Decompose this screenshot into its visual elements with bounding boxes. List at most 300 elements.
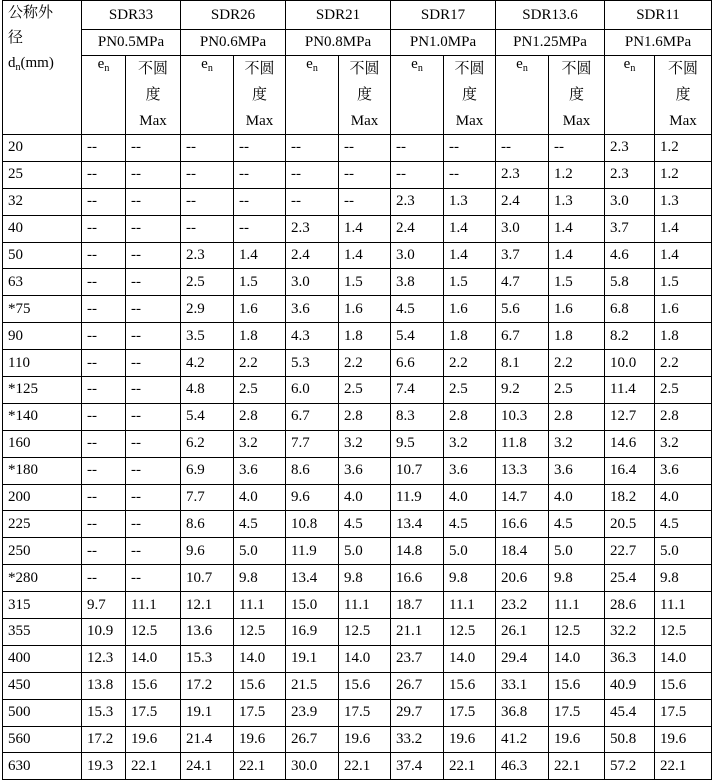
wall-thickness-cell: 3.7	[605, 215, 655, 242]
wall-thickness-cell: 4.6	[605, 242, 655, 269]
ovality-cell: 12.5	[339, 619, 391, 646]
wall-thickness-cell: --	[82, 538, 126, 565]
ovality-cell: 1.4	[549, 242, 605, 269]
en-sub: n	[630, 63, 636, 74]
wall-thickness-cell: 6.6	[391, 350, 444, 377]
tol-line3: Max	[455, 113, 484, 129]
nominal-diameter-cell: 450	[3, 672, 82, 699]
tol-line3: Max	[245, 113, 274, 129]
pipe-dimension-table	[2, 0, 712, 780]
ovality-cell: 17.5	[126, 699, 181, 726]
wall-thickness-cell: --	[82, 296, 126, 323]
nominal-diameter-cell: 630	[3, 753, 82, 780]
table-row	[3, 565, 712, 592]
wall-thickness-cell: 10.0	[605, 350, 655, 377]
ovality-cell: 1.4	[549, 215, 605, 242]
nominal-diameter-cell: 63	[3, 269, 82, 296]
nominal-diameter-cell: 355	[3, 619, 82, 646]
wall-thickness-cell: 20.6	[496, 565, 549, 592]
wall-thickness-cell: 4.2	[181, 350, 234, 377]
wall-thickness-cell: --	[82, 188, 126, 215]
ovality-cell: 19.6	[339, 726, 391, 753]
ovality-cell: --	[126, 403, 181, 430]
wall-thickness-cell: 4.3	[286, 323, 339, 350]
wall-thickness-cell: 23.7	[391, 645, 444, 672]
wall-thickness-cell: 11.9	[286, 538, 339, 565]
ovality-cell: --	[126, 215, 181, 242]
ovality-cell: --	[126, 538, 181, 565]
ovality-header-0	[126, 56, 181, 135]
header-row-pn	[3, 30, 712, 56]
ovality-cell: --	[126, 565, 181, 592]
wall-thickness-cell: 16.4	[605, 457, 655, 484]
wall-thickness-cell: 3.8	[391, 269, 444, 296]
ovality-cell: 1.2	[655, 161, 712, 188]
wall-thickness-cell: 16.6	[496, 511, 549, 538]
wall-thickness-cell: 10.3	[496, 403, 549, 430]
sdr-header-0: SDR33	[82, 1, 181, 30]
ovality-cell: 3.6	[655, 457, 712, 484]
en-sub: n	[104, 63, 110, 74]
ovality-cell: --	[126, 511, 181, 538]
dn-label-symbol	[8, 51, 76, 77]
wall-thickness-cell: 12.1	[181, 592, 234, 619]
wall-thickness-cell: 11.8	[496, 430, 549, 457]
ovality-cell: 1.6	[339, 296, 391, 323]
wall-thickness-cell: 16.6	[391, 565, 444, 592]
ovality-cell: --	[339, 161, 391, 188]
ovality-cell: 1.4	[655, 242, 712, 269]
wall-thickness-header-1	[181, 56, 234, 135]
wall-thickness-cell: 6.0	[286, 377, 339, 404]
ovality-cell: 15.6	[126, 672, 181, 699]
wall-thickness-cell: 2.3	[391, 188, 444, 215]
wall-thickness-cell: 32.2	[605, 619, 655, 646]
wall-thickness-cell: 3.7	[496, 242, 549, 269]
tol-line2: 度	[675, 87, 691, 103]
wall-thickness-cell: 36.8	[496, 699, 549, 726]
en-main: e	[306, 56, 313, 72]
table-row	[3, 323, 712, 350]
ovality-cell: 3.6	[444, 457, 496, 484]
nominal-diameter-cell: 90	[3, 323, 82, 350]
ovality-cell: 12.5	[549, 619, 605, 646]
ovality-cell: --	[126, 430, 181, 457]
tol-line2: 度	[568, 87, 584, 103]
ovality-cell: 9.8	[549, 565, 605, 592]
en-main: e	[411, 56, 418, 72]
wall-thickness-cell: 14.6	[605, 430, 655, 457]
ovality-cell: --	[126, 242, 181, 269]
nominal-diameter-cell: 560	[3, 726, 82, 753]
wall-thickness-cell: 2.4	[496, 188, 549, 215]
tol-line3: Max	[669, 113, 697, 129]
wall-thickness-cell: 19.1	[286, 645, 339, 672]
wall-thickness-cell: 5.4	[181, 403, 234, 430]
ovality-cell: 2.8	[339, 403, 391, 430]
ovality-cell: 9.8	[339, 565, 391, 592]
wall-thickness-cell: --	[82, 457, 126, 484]
ovality-cell: 1.4	[444, 242, 496, 269]
wall-thickness-cell: 37.4	[391, 753, 444, 780]
ovality-cell: 2.5	[339, 377, 391, 404]
wall-thickness-cell: 33.1	[496, 672, 549, 699]
ovality-cell: 9.8	[444, 565, 496, 592]
en-main: e	[201, 56, 208, 72]
ovality-cell: 4.5	[655, 511, 712, 538]
ovality-cell: 3.6	[339, 457, 391, 484]
ovality-cell: 1.4	[444, 215, 496, 242]
ovality-cell: 5.0	[339, 538, 391, 565]
ovality-cell: 1.8	[444, 323, 496, 350]
ovality-cell: 1.4	[339, 215, 391, 242]
ovality-cell: 19.6	[655, 726, 712, 753]
wall-thickness-cell: 2.3	[181, 242, 234, 269]
ovality-cell: --	[339, 135, 391, 162]
ovality-cell: 1.4	[339, 242, 391, 269]
wall-thickness-header-5	[605, 56, 655, 135]
wall-thickness-cell: 20.5	[605, 511, 655, 538]
ovality-cell: 4.5	[549, 511, 605, 538]
ovality-cell: --	[126, 457, 181, 484]
wall-thickness-cell: 2.3	[286, 215, 339, 242]
ovality-cell: 15.6	[234, 672, 286, 699]
wall-thickness-cell: --	[391, 161, 444, 188]
ovality-cell: --	[339, 188, 391, 215]
sdr-header-4: SDR13.6	[496, 1, 605, 30]
ovality-cell: 22.1	[126, 753, 181, 780]
wall-thickness-cell: --	[181, 135, 234, 162]
tol-line2: 度	[145, 87, 161, 103]
tol-line3: Max	[562, 113, 591, 129]
wall-thickness-cell: --	[82, 403, 126, 430]
ovality-cell: 19.6	[549, 726, 605, 753]
ovality-cell: 4.0	[339, 484, 391, 511]
sdr-header-3: SDR17	[391, 1, 496, 30]
ovality-cell: 14.0	[234, 645, 286, 672]
wall-thickness-cell: 9.7	[82, 592, 126, 619]
wall-thickness-cell: 5.4	[391, 323, 444, 350]
en-sub: n	[417, 63, 423, 74]
wall-thickness-cell: 13.8	[82, 672, 126, 699]
wall-thickness-cell: 46.3	[496, 753, 549, 780]
ovality-cell: 5.0	[549, 538, 605, 565]
wall-thickness-cell: --	[82, 242, 126, 269]
nominal-diameter-cell: 315	[3, 592, 82, 619]
ovality-cell: 2.8	[549, 403, 605, 430]
ovality-cell: 19.6	[234, 726, 286, 753]
tol-line1: 不圆	[137, 61, 168, 77]
wall-thickness-cell: 18.4	[496, 538, 549, 565]
table-row	[3, 511, 712, 538]
ovality-cell: 4.0	[234, 484, 286, 511]
wall-thickness-cell: 6.9	[181, 457, 234, 484]
table-row	[3, 672, 712, 699]
ovality-header-5	[655, 56, 712, 135]
table-row	[3, 619, 712, 646]
ovality-cell: 11.1	[444, 592, 496, 619]
en-sub: n	[207, 63, 213, 74]
ovality-cell: 1.8	[549, 323, 605, 350]
wall-thickness-cell: 12.7	[605, 403, 655, 430]
wall-thickness-cell: 3.0	[605, 188, 655, 215]
table-row	[3, 377, 712, 404]
wall-thickness-cell: 4.5	[391, 296, 444, 323]
ovality-cell: 22.1	[444, 753, 496, 780]
nominal-diameter-cell: 250	[3, 538, 82, 565]
ovality-cell: 5.0	[444, 538, 496, 565]
nominal-diameter-cell: 50	[3, 242, 82, 269]
ovality-cell: --	[126, 161, 181, 188]
ovality-cell: 15.6	[655, 672, 712, 699]
nominal-diameter-cell: *140	[3, 403, 82, 430]
ovality-cell: 11.1	[126, 592, 181, 619]
wall-thickness-cell: 14.8	[391, 538, 444, 565]
ovality-cell: 9.8	[655, 565, 712, 592]
wall-thickness-cell: 7.4	[391, 377, 444, 404]
ovality-cell: 2.8	[655, 403, 712, 430]
nominal-diameter-cell: 32	[3, 188, 82, 215]
wall-thickness-cell: 2.3	[605, 135, 655, 162]
ovality-cell: 3.6	[549, 457, 605, 484]
wall-thickness-cell: 8.3	[391, 403, 444, 430]
ovality-cell: 2.5	[234, 377, 286, 404]
nominal-diameter-cell: *75	[3, 296, 82, 323]
wall-thickness-cell: 19.1	[181, 699, 234, 726]
wall-thickness-cell: 24.1	[181, 753, 234, 780]
wall-thickness-cell: 3.0	[391, 242, 444, 269]
ovality-cell: --	[234, 188, 286, 215]
wall-thickness-cell: 12.3	[82, 645, 126, 672]
wall-thickness-cell: --	[181, 161, 234, 188]
dn-label-sub: n	[15, 62, 21, 73]
ovality-cell: --	[126, 377, 181, 404]
ovality-cell: --	[126, 269, 181, 296]
ovality-cell: 1.6	[655, 296, 712, 323]
pn-header-5: PN1.6MPa	[605, 30, 712, 56]
wall-thickness-cell: 9.5	[391, 430, 444, 457]
table-row	[3, 135, 712, 162]
ovality-cell: 2.8	[234, 403, 286, 430]
wall-thickness-cell: 10.9	[82, 619, 126, 646]
ovality-cell: --	[444, 161, 496, 188]
wall-thickness-cell: --	[391, 135, 444, 162]
wall-thickness-cell: --	[82, 350, 126, 377]
ovality-cell: 1.3	[444, 188, 496, 215]
pn-header-2: PN0.8MPa	[286, 30, 391, 56]
table-row	[3, 592, 712, 619]
ovality-cell: 17.5	[444, 699, 496, 726]
tol-line1: 不圆	[244, 61, 275, 77]
wall-thickness-cell: 5.3	[286, 350, 339, 377]
ovality-cell: 1.8	[339, 323, 391, 350]
table-row	[3, 269, 712, 296]
ovality-cell: 12.5	[234, 619, 286, 646]
wall-thickness-cell: 15.3	[82, 699, 126, 726]
wall-thickness-cell: 8.1	[496, 350, 549, 377]
en-main: e	[623, 56, 631, 72]
wall-thickness-cell: --	[82, 161, 126, 188]
ovality-cell: 4.5	[444, 511, 496, 538]
wall-thickness-cell: 2.4	[391, 215, 444, 242]
pn-header-4: PN1.25MPa	[496, 30, 605, 56]
ovality-cell: 9.8	[234, 565, 286, 592]
ovality-cell: 17.5	[234, 699, 286, 726]
wall-thickness-cell: 15.0	[286, 592, 339, 619]
ovality-cell: 15.6	[549, 672, 605, 699]
wall-thickness-cell: 14.7	[496, 484, 549, 511]
ovality-cell: 1.3	[549, 188, 605, 215]
wall-thickness-cell: --	[181, 215, 234, 242]
wall-thickness-cell: --	[82, 215, 126, 242]
nominal-diameter-cell: *180	[3, 457, 82, 484]
ovality-cell: 12.5	[444, 619, 496, 646]
en-main: e	[516, 56, 523, 72]
wall-thickness-cell: 13.4	[391, 511, 444, 538]
ovality-cell: 3.2	[444, 430, 496, 457]
table-row	[3, 753, 712, 780]
wall-thickness-cell: 5.6	[496, 296, 549, 323]
wall-thickness-cell: 18.2	[605, 484, 655, 511]
pn-header-1: PN0.6MPa	[181, 30, 286, 56]
wall-thickness-cell: 45.4	[605, 699, 655, 726]
wall-thickness-cell: 30.0	[286, 753, 339, 780]
en-sub: n	[522, 63, 528, 74]
ovality-cell: --	[549, 135, 605, 162]
tol-line1: 不圆	[667, 61, 698, 77]
wall-thickness-cell: 2.5	[181, 269, 234, 296]
wall-thickness-cell: 7.7	[181, 484, 234, 511]
dn-label-main: d	[8, 55, 16, 71]
tol-line1: 不圆	[561, 61, 592, 77]
wall-thickness-cell: 11.9	[391, 484, 444, 511]
ovality-cell: 22.1	[655, 753, 712, 780]
ovality-cell: 1.5	[234, 269, 286, 296]
wall-thickness-header-4	[496, 56, 549, 135]
ovality-cell: 2.2	[339, 350, 391, 377]
ovality-cell: --	[234, 135, 286, 162]
wall-thickness-cell: 2.4	[286, 242, 339, 269]
ovality-cell: 1.2	[655, 135, 712, 162]
ovality-cell: 17.5	[549, 699, 605, 726]
ovality-cell: 1.5	[444, 269, 496, 296]
header-row-columns	[3, 56, 712, 135]
ovality-cell: 3.6	[234, 457, 286, 484]
wall-thickness-cell: 13.3	[496, 457, 549, 484]
tol-line3: Max	[350, 113, 379, 129]
wall-thickness-cell: 17.2	[181, 672, 234, 699]
ovality-cell: 4.5	[234, 511, 286, 538]
ovality-header-2	[339, 56, 391, 135]
table-row	[3, 161, 712, 188]
wall-thickness-cell: 4.7	[496, 269, 549, 296]
ovality-cell: 22.1	[339, 753, 391, 780]
wall-thickness-cell: --	[82, 323, 126, 350]
ovality-cell: 15.6	[339, 672, 391, 699]
wall-thickness-cell: --	[286, 188, 339, 215]
wall-thickness-cell: 29.7	[391, 699, 444, 726]
dn-label-line2: 径	[8, 30, 24, 46]
wall-thickness-cell: 3.0	[496, 215, 549, 242]
sdr-header-5: SDR11	[605, 1, 712, 30]
wall-thickness-cell: 41.2	[496, 726, 549, 753]
wall-thickness-cell: 21.1	[391, 619, 444, 646]
tol-line1: 不圆	[454, 61, 485, 77]
ovality-cell: 14.0	[549, 645, 605, 672]
table-row	[3, 350, 712, 377]
ovality-cell: 1.2	[549, 161, 605, 188]
ovality-cell: 2.2	[234, 350, 286, 377]
ovality-cell: 11.1	[549, 592, 605, 619]
ovality-cell: 1.8	[234, 323, 286, 350]
ovality-cell: 1.5	[549, 269, 605, 296]
wall-thickness-cell: 8.2	[605, 323, 655, 350]
wall-thickness-cell: 29.4	[496, 645, 549, 672]
wall-thickness-cell: 3.0	[286, 269, 339, 296]
ovality-cell: 14.0	[655, 645, 712, 672]
wall-thickness-cell: 21.4	[181, 726, 234, 753]
pn-header-0: PN0.5MPa	[82, 30, 181, 56]
wall-thickness-cell: --	[286, 161, 339, 188]
nominal-diameter-cell: 400	[3, 645, 82, 672]
wall-thickness-cell: 36.3	[605, 645, 655, 672]
wall-thickness-cell: 2.3	[496, 161, 549, 188]
wall-thickness-header-3	[391, 56, 444, 135]
wall-thickness-cell: 6.8	[605, 296, 655, 323]
wall-thickness-cell: 4.8	[181, 377, 234, 404]
wall-thickness-cell: --	[82, 565, 126, 592]
wall-thickness-cell: 19.3	[82, 753, 126, 780]
wall-thickness-cell: 6.7	[286, 403, 339, 430]
ovality-cell: --	[444, 135, 496, 162]
wall-thickness-cell: 22.7	[605, 538, 655, 565]
ovality-cell: 11.1	[234, 592, 286, 619]
wall-thickness-cell: 7.7	[286, 430, 339, 457]
ovality-cell: 3.2	[339, 430, 391, 457]
ovality-cell: --	[126, 135, 181, 162]
wall-thickness-cell: 33.2	[391, 726, 444, 753]
wall-thickness-cell: --	[82, 269, 126, 296]
wall-thickness-cell: 2.9	[181, 296, 234, 323]
wall-thickness-cell: 2.3	[605, 161, 655, 188]
ovality-cell: 22.1	[549, 753, 605, 780]
wall-thickness-cell: 3.5	[181, 323, 234, 350]
wall-thickness-cell: 25.4	[605, 565, 655, 592]
wall-thickness-cell: 17.2	[82, 726, 126, 753]
wall-thickness-cell: --	[181, 188, 234, 215]
ovality-header-1	[234, 56, 286, 135]
ovality-cell: 4.0	[444, 484, 496, 511]
dn-label-line1: 公称外	[8, 5, 54, 21]
wall-thickness-cell: 21.5	[286, 672, 339, 699]
wall-thickness-cell: 26.7	[286, 726, 339, 753]
table-row	[3, 699, 712, 726]
table-row	[3, 242, 712, 269]
table-row	[3, 296, 712, 323]
ovality-cell: 2.2	[655, 350, 712, 377]
wall-thickness-cell: 16.9	[286, 619, 339, 646]
ovality-cell: --	[234, 215, 286, 242]
ovality-cell: 17.5	[339, 699, 391, 726]
table-row	[3, 403, 712, 430]
ovality-cell: 15.6	[444, 672, 496, 699]
ovality-cell: --	[126, 296, 181, 323]
tol-line2: 度	[251, 87, 267, 103]
wall-thickness-cell: 9.6	[181, 538, 234, 565]
nominal-diameter-cell: 20	[3, 135, 82, 162]
wall-thickness-cell: 26.7	[391, 672, 444, 699]
sdr-header-1: SDR26	[181, 1, 286, 30]
